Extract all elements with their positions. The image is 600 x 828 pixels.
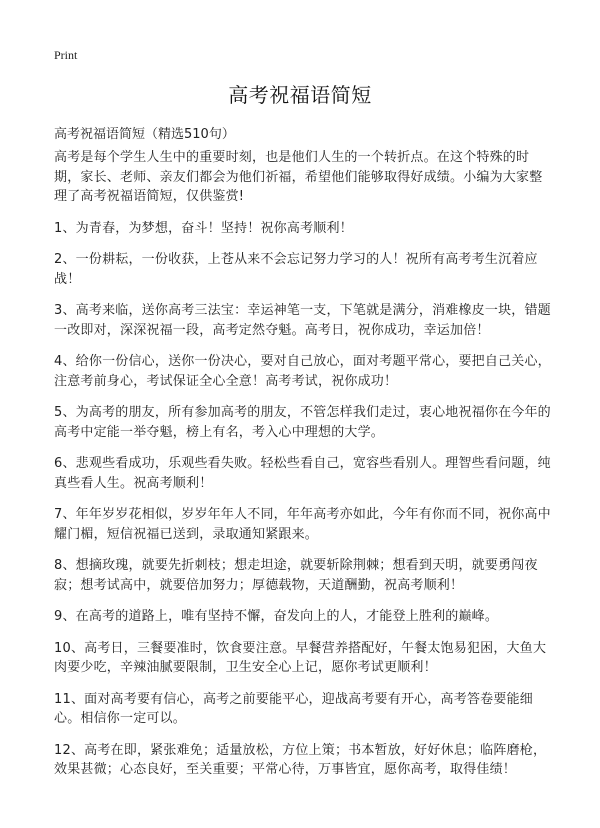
intro-paragraph: 高考是每个学生人生中的重要时刻，也是他们人生的一个转折点。在这个特殊的时期，家长、老师、亲友们都会为他们祈福，希望他们能够取得好成绩。小编为大家整理了高考祝福语简短，仅供鉴赏! <box>54 150 543 204</box>
document-subtitle: 高考祝福语简短（精选510句） <box>54 127 235 142</box>
list-item: 12、高考在即，紧张难免；适量放松，方位上策；书本暂放，好好休息；临阵磨枪，效果甚微；心态良好，至关重要；平常心待，万事皆宜，愿你高考，取得佳绩！ <box>54 742 547 777</box>
list-item: 3、高考来临，送你高考三法宝：幸运神笔一支，下笔就是满分，消难橡皮一块，错题一改即对，深深祝福一段，高考定然夺魁。高考日，祝你成功，幸运加倍！ <box>54 303 551 338</box>
print-label: Print <box>54 48 78 62</box>
document-title: 高考祝福语简短 <box>228 83 372 107</box>
list-item: 6、悲观些看成功，乐观些看失败。轻松些看自己，宽容些看别人。理智些看问题，纯真些看人生。祝高考顺利！ <box>54 456 551 491</box>
list-item: 2、一份耕耘，一份收获，上苍从来不会忘记努力学习的人！祝所有高考考生沉着应战！ <box>54 252 538 287</box>
list-item: 4、给你一份信心，送你一份决心，要对自己放心，面对考题平常心，要把自己关心，注意考前身心，考试保证全心全意！高考考试，祝你成功！ <box>54 354 551 389</box>
list-item: 1、为青春，为梦想，奋斗！坚持！祝你高考顺利！ <box>54 220 353 236</box>
list-item: 9、在高考的道路上，唯有坚持不懈，奋发向上的人，才能登上胜利的巅峰。 <box>54 609 499 624</box>
list-item: 8、想摘玫瑰，就要先折刺枝；想走坦途，就要斩除荆棘；想看到天明，就要勇闯夜寂；想考试高中，就要倍加努力；厚德载物，天道酬勤，祝高考顺利！ <box>54 558 538 593</box>
document-body <box>54 148 554 792</box>
list-item: 11、面对高考要有信心，高考之前要能平心，迎战高考要有开心，高考答卷要能细心。相信你一定可以。 <box>54 691 533 726</box>
list-item: 10、高考日，三餐要准时，饮食要注意。早餐营养搭配好，午餐太饱易犯困，大鱼大肉要少吃，辛辣油腻要限制，卫生安全心上记，愿你考试更顺利！ <box>54 640 547 675</box>
list-item: 7、年年岁岁花相似，岁岁年年人不同，年年高考亦如此，今年有你而不同，祝你高中耀门楣，短信祝福已送到，录取通知紧跟来。 <box>54 507 551 542</box>
list-item: 5、为高考的朋友，所有参加高考的朋友，不管怎样我们走过，衷心地祝福你在今年的高考中定能一举夺魁，榜上有名，考入心中理想的大学。 <box>54 405 551 440</box>
